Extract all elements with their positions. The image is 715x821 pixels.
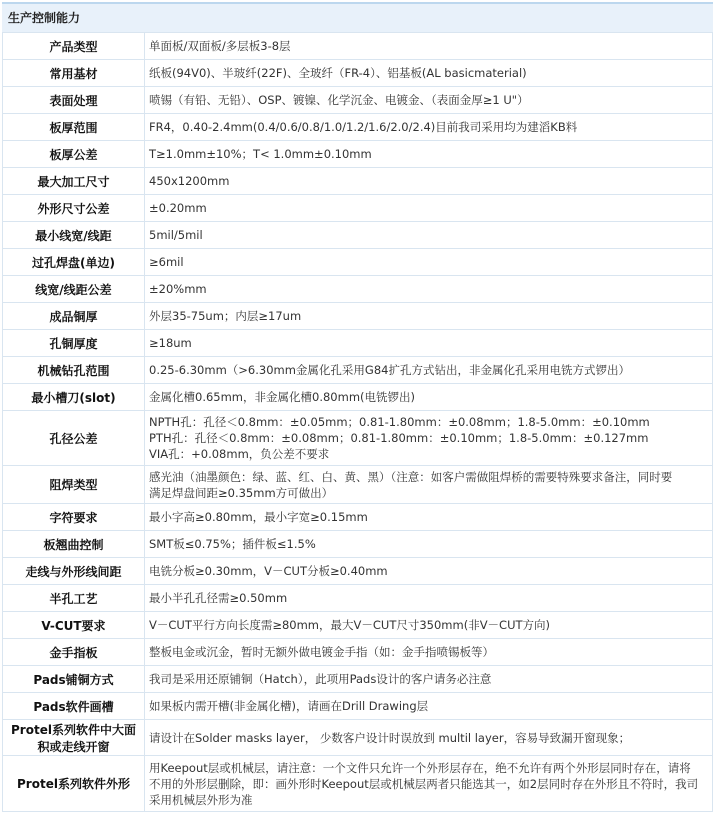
- row-label: Pads软件画槽: [3, 693, 145, 720]
- table-row: [3, 411, 713, 466]
- table-row: [3, 330, 713, 357]
- row-label: Protel系列软件外形: [3, 756, 145, 812]
- row-value: 450x1200mm: [145, 168, 713, 195]
- row-value: 我司是采用还原铺铜（Hatch），此项用Pads设计的客户请务必注意: [145, 666, 713, 693]
- row-value: [145, 466, 713, 504]
- table-row: [3, 168, 713, 195]
- row-label: 成品铜厚: [3, 303, 145, 330]
- table-row: [3, 141, 713, 168]
- row-value: T≥1.0mm±10%；T< 1.0mm±0.10mm: [145, 141, 713, 168]
- row-label: 产品类型: [3, 33, 145, 60]
- row-value: ≥6mil: [145, 249, 713, 276]
- row-label: 板翘曲控制: [3, 531, 145, 558]
- row-value: 5mil/5mil: [145, 222, 713, 249]
- table-row: [3, 531, 713, 558]
- row-value: 纸板(94V0)、半玻纤(22F)、全玻纤（FR-4）、铝基板(AL basicmaterial): [145, 60, 713, 87]
- row-value-line: NPTH孔：孔径＜0.8mm：±0.05mm；0.81-1.80mm：±0.08mm；1.8-5.0mm：±0.10mm: [149, 415, 650, 429]
- table-row: [3, 612, 713, 639]
- row-label: 金手指板: [3, 639, 145, 666]
- row-value: ≥18um: [145, 330, 713, 357]
- row-label: 常用基材: [3, 60, 145, 87]
- row-label: 板厚公差: [3, 141, 145, 168]
- table-row: [3, 466, 713, 504]
- row-value: 喷锡（有铅、无铅）、OSP、镀镍、化学沉金、电镀金、（表面金厚≥1 U"）: [145, 87, 713, 114]
- row-label: 最大加工尺寸: [3, 168, 145, 195]
- row-value: 金属化槽0.65mm，非金属化槽0.80mm(电铣锣出): [145, 384, 713, 411]
- table-row: [3, 585, 713, 612]
- row-value-line: 感光油（油墨颜色：绿、蓝、红、白、黄、黑）（注意：如客户需做阻焊桥的需要特殊要求备注，同时要: [149, 469, 673, 484]
- table-row: [3, 303, 713, 330]
- table-row: [3, 114, 713, 141]
- row-label: 半孔工艺: [3, 585, 145, 612]
- table-row: [3, 249, 713, 276]
- row-label: V-CUT要求: [3, 612, 145, 639]
- row-value: 如果板内需开槽(非金属化槽)，请画在Drill Drawing层: [145, 693, 713, 720]
- row-value: 单面板/双面板/多层板3-8层: [145, 33, 713, 60]
- row-value: 最小字高≥0.80mm，最小字宽≥0.15mm: [145, 504, 713, 531]
- row-label: 线宽/线距公差: [3, 276, 145, 303]
- row-value: ±20%mm: [145, 276, 713, 303]
- table-row: [3, 558, 713, 585]
- table-row: [3, 693, 713, 720]
- table-row: [3, 222, 713, 249]
- row-label: 外形尺寸公差: [3, 195, 145, 222]
- table-row: [3, 33, 713, 60]
- row-value: 最小半孔孔径需≥0.50mm: [145, 585, 713, 612]
- table-row: [3, 195, 713, 222]
- row-value: FR4，0.40-2.4mm(0.4/0.6/0.8/1.0/1.2/1.6/2.0/2.4)目前我司采用均为建滔KB料: [145, 114, 713, 141]
- row-label: 表面处理: [3, 87, 145, 114]
- table-footer: [2, 812, 713, 820]
- table-row: [3, 357, 713, 384]
- row-label: 走线与外形线间距: [3, 558, 145, 585]
- table-row: [3, 720, 713, 756]
- row-label: 最小槽刀(slot): [3, 384, 145, 411]
- row-value: ±0.20mm: [145, 195, 713, 222]
- table-row: [3, 666, 713, 693]
- row-value-line: VIA孔：+0.08mm，负公差不要求: [149, 447, 330, 461]
- row-label: 孔径公差: [3, 411, 145, 466]
- row-label: 过孔焊盘(单边): [3, 249, 145, 276]
- row-label: 阻焊类型: [3, 466, 145, 504]
- row-value: SMT板≤0.75%；插件板≤1.5%: [145, 531, 713, 558]
- row-label: 孔铜厚度: [3, 330, 145, 357]
- row-value: 0.25-6.30mm（>6.30mm金属化孔采用G84扩孔方式钻出，非金属化孔采用电铣方式锣出）: [145, 357, 713, 384]
- table-row: [3, 60, 713, 87]
- row-label: 字符要求: [3, 504, 145, 531]
- row-value: 请设计在Solder masks layer， 少数客户设计时误放到 multil layer，容易导致漏开窗现象；: [145, 720, 713, 756]
- row-value-line: 满足焊盘间距≥0.35mm方可做出）: [149, 485, 334, 500]
- table-row: [3, 276, 713, 303]
- row-label: 最小线宽/线距: [3, 222, 145, 249]
- table-row: [3, 639, 713, 666]
- row-label: 板厚范围: [3, 114, 145, 141]
- row-label: 机械钻孔范围: [3, 357, 145, 384]
- row-value: 电铣分板≥0.30mm，V－CUT分板≥0.40mm: [145, 558, 713, 585]
- row-value-line: 采用机械层外形为准: [149, 792, 253, 807]
- row-value-line: 用Keepout层或机械层，请注意：一个文件只允许一个外形层存在，绝不允许有两个外形层同时存在，请将: [149, 760, 691, 775]
- table-row: [3, 384, 713, 411]
- row-value: 外层35-75um；内层≥17um: [145, 303, 713, 330]
- table-row: [3, 87, 713, 114]
- table-row: [3, 504, 713, 531]
- table-row: [3, 756, 713, 812]
- row-value: [145, 411, 713, 466]
- row-value-line: PTH孔：孔径＜0.8mm：±0.08mm；0.81-1.80mm：±0.10mm；1.8-5.0mm：±0.127mm: [149, 431, 649, 445]
- row-value-line: 不用的外形层删除，即：画外形时Keepout层或机械层两者只能选其一，如2层同时存在外形且不符时，我司: [149, 776, 699, 791]
- capability-table: [2, 32, 713, 812]
- row-label: Protel系列软件中大面积或走线开窗: [3, 720, 145, 756]
- row-value: V－CUT平行方向长度需≥80mm，最大V－CUT尺寸350mm(非V－CUT方向): [145, 612, 713, 639]
- row-value: 整板电金或沉金，暂时无额外做电镀金手指（如：金手指喷锡板等）: [145, 639, 713, 666]
- row-label: Pads铺铜方式: [3, 666, 145, 693]
- row-value: [145, 756, 713, 812]
- section-title: 生产控制能力: [2, 2, 713, 32]
